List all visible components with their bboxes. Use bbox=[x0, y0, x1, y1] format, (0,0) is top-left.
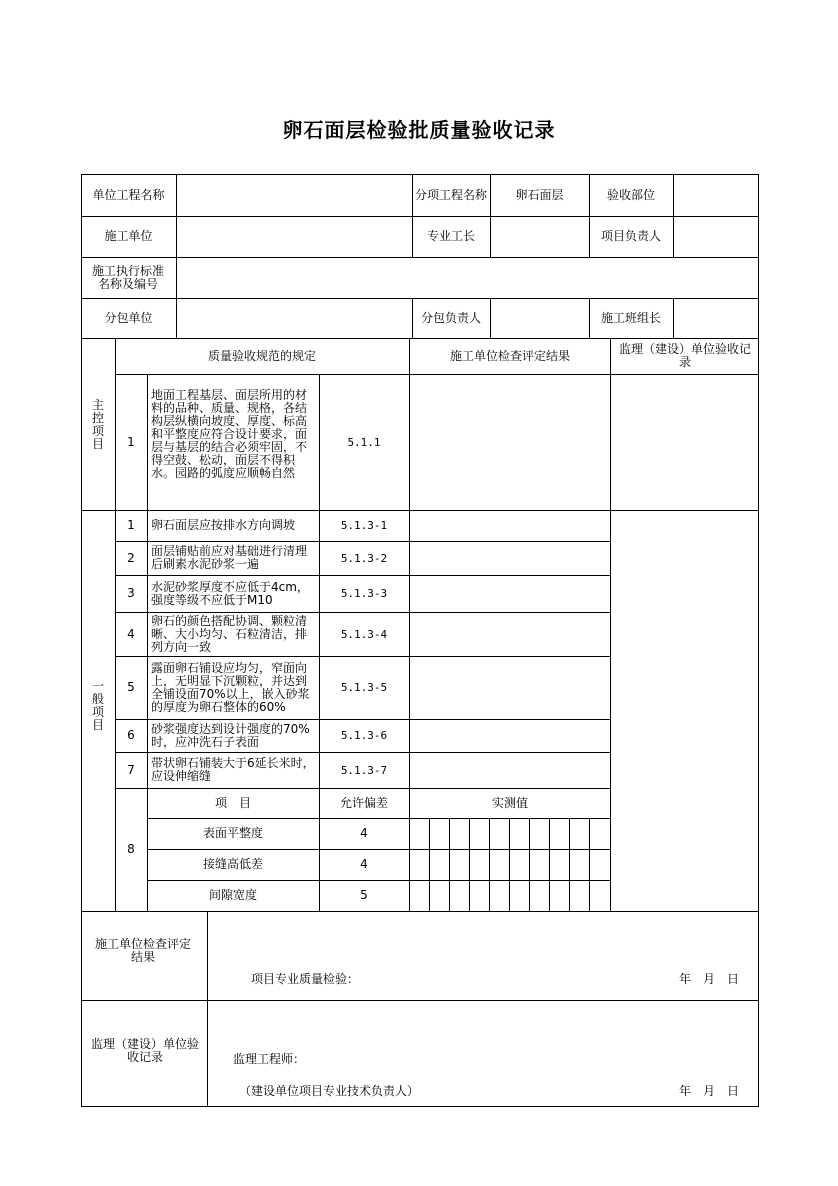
project-manager-value[interactable] bbox=[674, 216, 759, 257]
measure-row-name: 接缝高低差 bbox=[202, 857, 263, 871]
general-item-clause: 5.1.3-5 bbox=[340, 681, 388, 694]
sub-project-value: 卵石面层 bbox=[515, 187, 564, 202]
spec-column-header: 质量验收规范的规定 bbox=[207, 348, 316, 363]
standard-value[interactable] bbox=[177, 257, 759, 298]
foreman-label: 专业工长 bbox=[426, 229, 475, 243]
supervision-date: 年 月 日 bbox=[679, 1084, 740, 1098]
standard-label: 施工执行标准名称及编号 bbox=[91, 263, 164, 291]
team-leader-label: 施工班组长 bbox=[600, 310, 661, 325]
main-item-clause: 5.1.1 bbox=[347, 435, 381, 449]
main-item-supervision[interactable] bbox=[611, 375, 759, 510]
general-item-text: 砂浆强度达到设计强度的70%时，应冲洗石子表面 bbox=[151, 721, 310, 749]
measure-row-name: 表面平整度 bbox=[202, 826, 263, 840]
supervision-column-header: 监理（建设）单位验收记录 bbox=[618, 342, 751, 369]
measure-item-header: 项 目 bbox=[214, 795, 251, 810]
general-supervision-record[interactable] bbox=[611, 511, 759, 911]
general-item-text: 水泥砂浆厚度不应低于4cm，强度等级不应低于M10 bbox=[151, 579, 309, 607]
measure-row-tolerance: 4 bbox=[360, 857, 368, 871]
main-item-text: 地面工程基层、面层所用的材料的品种、质量、规格，各结构层纵横向坡度、厚度、标高和平整度应符合设计要求，面层与基层的结合必须牢固，不得空鼓、松动，面层不得积水。园路的弧度应顺畅自然 bbox=[151, 388, 308, 480]
general-item-text: 露面卵石铺设应均匀，窄面向上，无明显下沉颗粒，并达到全铺设面70%以上，嵌入砂浆的厚度为卵石整体的60% bbox=[151, 660, 310, 714]
measure-item-no: 8 bbox=[127, 842, 135, 856]
general-item-no: 4 bbox=[127, 626, 135, 641]
main-item-no: 1 bbox=[127, 434, 135, 449]
inspection-result-label: 施工单位检查评定结果 bbox=[95, 937, 192, 964]
general-item-text: 面层铺贴前应对基础进行清理后刷素水泥砂浆一遍 bbox=[151, 544, 308, 571]
general-item-clause: 5.1.3-4 bbox=[340, 627, 388, 641]
team-leader-value[interactable] bbox=[674, 298, 759, 338]
general-item-no: 2 bbox=[127, 550, 135, 565]
general-item-no: 1 bbox=[127, 518, 135, 532]
owner-tech-lead-label: （建设单位项目专业技术负责人） bbox=[239, 1084, 420, 1098]
construction-unit-value[interactable] bbox=[177, 216, 412, 257]
general-item-text: 带状卵石铺装大于6延长米时，应设伸缩缝 bbox=[151, 756, 315, 783]
subcontract-manager-value[interactable] bbox=[490, 298, 589, 338]
inspection-date: 年 月 日 bbox=[679, 972, 740, 986]
subcontractor-value[interactable] bbox=[177, 298, 412, 338]
acceptance-part-label: 验收部位 bbox=[606, 187, 655, 202]
tolerance-header: 允许偏差 bbox=[339, 795, 388, 810]
general-item-clause: 5.1.3-7 bbox=[340, 763, 388, 777]
page-title: 卵石面层检验批质量验收记录 bbox=[282, 118, 556, 142]
general-item-no: 5 bbox=[127, 680, 135, 694]
general-item-clause: 5.1.3-2 bbox=[340, 551, 388, 565]
general-item-no: 3 bbox=[127, 586, 135, 600]
measure-row-tolerance: 5 bbox=[360, 888, 368, 902]
project-manager-label: 项目负责人 bbox=[600, 229, 661, 243]
measured-header: 实测值 bbox=[491, 795, 528, 810]
general-item-no: 6 bbox=[127, 728, 135, 742]
general-item-clause: 5.1.3-6 bbox=[340, 729, 388, 742]
sub-project-label: 分项工程名称 bbox=[414, 187, 487, 202]
result-column-header: 施工单位检查评定结果 bbox=[449, 348, 570, 363]
general-item-text: 卵石的颜色搭配协调、颗粒清晰、大小均匀、石粒清洁，排列方向一致 bbox=[151, 613, 308, 654]
unit-project-label: 单位工程名称 bbox=[92, 187, 165, 202]
quality-inspector-label: 项目专业质量检验： bbox=[251, 972, 360, 986]
construction-unit-label: 施工单位 bbox=[104, 229, 153, 243]
main-control-label: 主控项目 bbox=[91, 398, 104, 451]
measure-row-name: 间隙宽度 bbox=[208, 888, 257, 902]
measure-row-tolerance: 4 bbox=[360, 826, 368, 840]
foreman-value[interactable] bbox=[490, 216, 589, 257]
inspection-form-table bbox=[81, 174, 759, 1107]
acceptance-part-value[interactable] bbox=[674, 174, 759, 216]
subcontract-manager-label: 分包负责人 bbox=[420, 310, 481, 325]
general-label: 一般项目 bbox=[91, 679, 104, 732]
general-item-clause: 5.1.3-1 bbox=[340, 519, 388, 532]
supervision-engineer-label: 监理工程师： bbox=[233, 1052, 306, 1066]
main-item-result[interactable] bbox=[410, 375, 610, 510]
general-item-clause: 5.1.3-3 bbox=[340, 587, 388, 600]
general-item-no: 7 bbox=[127, 762, 135, 777]
subcontractor-label: 分包单位 bbox=[104, 310, 153, 325]
general-item-text: 卵石面层应按排水方向调坡 bbox=[151, 518, 296, 532]
supervision-record-label: 监理（建设）单位验收记录 bbox=[91, 1037, 200, 1064]
unit-project-value[interactable] bbox=[177, 174, 412, 216]
